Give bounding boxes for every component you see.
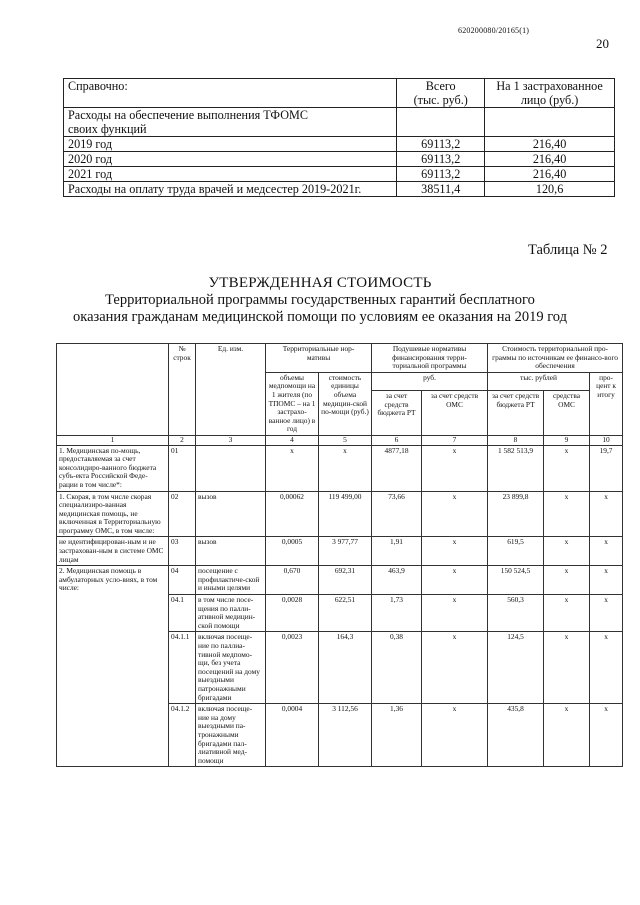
row-total: 38511,4: [397, 182, 485, 197]
volume-header: объемы медпомощи на 1 жителя (по ТПОМС – на 1 застрахо-ванное лицо) в год: [266, 372, 319, 435]
row-percent: 19,7: [590, 445, 623, 491]
per-capita-header: Подушевые нормативы финансирования терри-ториальной программы: [372, 344, 488, 373]
table-row: [57, 566, 623, 595]
unit-cost-header: стоимость единицы объема медицин-ской по-мощи (руб.): [319, 372, 372, 435]
row-unit-cost: 3 977,77: [319, 537, 372, 566]
row-budget-total: 124,5: [488, 632, 544, 704]
row-percent: х: [590, 491, 623, 537]
row-per-insured: 216,40: [485, 167, 615, 182]
reference-per-insured-header: На 1 застрахованное лицо (руб.): [485, 79, 615, 108]
row-number-header: № строк: [169, 344, 196, 436]
column-index: 10: [590, 435, 623, 445]
table-row: [57, 537, 623, 566]
table-caption: Таблица № 2: [528, 242, 608, 258]
column-index: 3: [196, 435, 266, 445]
row-name: 1. Скорая, в том числе скорая специализиро-ванная медицинская помощь, не включенная в Территориальную программу ОМС, в том числе:: [57, 491, 169, 537]
territorial-norms-header: Территориальные нор- мативы: [266, 344, 372, 373]
column-index: 8: [488, 435, 544, 445]
row-budget-per-capita: 73,66: [372, 491, 422, 537]
row-unit: в том числе посе-щения по палли-ативной медицин-ской помощи: [196, 595, 266, 632]
row-label: Расходы на оплату труда врачей и медсестер 2019-2021г.: [64, 182, 397, 197]
row-budget-per-capita: 4877,18: [372, 445, 422, 491]
row-label: 2020 год: [64, 152, 397, 167]
document-code: 620200080/20165(1): [458, 26, 530, 35]
row-number: 01: [169, 445, 196, 491]
row-budget-total: 150 524,5: [488, 566, 544, 595]
column-index: 2: [169, 435, 196, 445]
row-total: 69113,2: [397, 152, 485, 167]
row-label: Расходы на обеспечение выполнения ТФОМС своих функций: [64, 108, 397, 137]
row-budget-per-capita: 1,91: [372, 537, 422, 566]
row-volume: х: [266, 445, 319, 491]
row-total: [397, 108, 485, 137]
row-oms-total: х: [544, 704, 590, 767]
rub-header: руб.: [372, 372, 488, 390]
row-unit-cost: 3 112,56: [319, 704, 372, 767]
row-budget-total: 619,5: [488, 537, 544, 566]
row-budget-total: 560,3: [488, 595, 544, 632]
row-unit-cost: х: [319, 445, 372, 491]
row-percent: х: [590, 632, 623, 704]
row-number: 03: [169, 537, 196, 566]
row-oms-per-capita: х: [422, 632, 488, 704]
row-unit-cost: 119 499,00: [319, 491, 372, 537]
row-budget-total: 435,8: [488, 704, 544, 767]
table-row: [64, 167, 615, 182]
row-unit: вызов: [196, 491, 266, 537]
row-volume: 0,670: [266, 566, 319, 595]
row-oms-total: х: [544, 445, 590, 491]
reference-label-header: Справочно:: [64, 79, 397, 108]
row-oms-per-capita: х: [422, 491, 488, 537]
table-row: [64, 108, 615, 137]
table-row: [57, 491, 623, 537]
row-name: 2. Медицинская помощь в амбулаторных усло-виях, в том числе:: [57, 566, 169, 767]
row-volume: 0,0028: [266, 595, 319, 632]
row-volume: 0,0005: [266, 537, 319, 566]
row-unit-cost: 164,3: [319, 632, 372, 704]
row-oms-total: х: [544, 566, 590, 595]
row-oms-total: х: [544, 491, 590, 537]
column-index-row: [57, 435, 623, 445]
row-name: не идентифицирован-ным и не застрахован-ным в системе ОМС лицам: [57, 537, 169, 566]
row-total: 69113,2: [397, 167, 485, 182]
column-index: 7: [422, 435, 488, 445]
program-cost-header: Стоимость территориальной про-граммы по источникам ее финансо-вого обеспечения: [488, 344, 623, 373]
row-unit: вызов: [196, 537, 266, 566]
cost-table: [56, 343, 623, 767]
row-name: 1. Медицинская по-мощь, предоставляемая за счет консолидиро-ванного бюджета субъ-екта Российской Феде-рации в том числе*:: [57, 445, 169, 491]
table-row: [57, 445, 623, 491]
column-index: 1: [57, 435, 169, 445]
row-number: 04.1.1: [169, 632, 196, 704]
page-number: 20: [596, 36, 609, 51]
row-budget-total: 1 582 513,9: [488, 445, 544, 491]
column-index: 4: [266, 435, 319, 445]
row-number: 02: [169, 491, 196, 537]
row-percent: х: [590, 537, 623, 566]
row-number: 04.1.2: [169, 704, 196, 767]
row-number: 04.1: [169, 595, 196, 632]
table-row: [64, 137, 615, 152]
column-index: 9: [544, 435, 590, 445]
row-number: 04: [169, 566, 196, 595]
row-label: 2021 год: [64, 167, 397, 182]
row-budget-per-capita: 463,9: [372, 566, 422, 595]
unit-header: Ед. изм.: [196, 344, 266, 436]
row-percent: х: [590, 595, 623, 632]
reference-header-row: [64, 79, 615, 108]
row-budget-total: 23 899,8: [488, 491, 544, 537]
row-volume: 0,00062: [266, 491, 319, 537]
table-row: [64, 182, 615, 197]
row-unit-cost: 622,51: [319, 595, 372, 632]
row-volume: 0,0023: [266, 632, 319, 704]
page-subtitle-line-1: Территориальной программы государственных гарантий бесплатного: [105, 292, 535, 308]
row-oms-per-capita: х: [422, 566, 488, 595]
oms-cost-header: средства ОМС: [544, 390, 590, 435]
row-unit-cost: 692,31: [319, 566, 372, 595]
row-total: 69113,2: [397, 137, 485, 152]
column-index: 6: [372, 435, 422, 445]
row-budget-per-capita: 1,73: [372, 595, 422, 632]
row-percent: х: [590, 704, 623, 767]
row-volume: 0,0004: [266, 704, 319, 767]
row-per-insured: [485, 108, 615, 137]
oms-per-capita-header: за счет средств ОМС: [422, 390, 488, 435]
row-unit: включая посеще-ние по паллиа-тивной медпомо-щи, без учета посещений на дому выездными патронажными бригадами: [196, 632, 266, 704]
column-index: 5: [319, 435, 372, 445]
reference-total-header: Всего (тыс. руб.): [397, 79, 485, 108]
budget-cost-header: за счет средств бюджета РТ: [488, 390, 544, 435]
thousand-rub-header: тыс. рублей: [488, 372, 590, 390]
percent-header: про-цент к итогу: [590, 372, 623, 435]
row-oms-per-capita: х: [422, 537, 488, 566]
name-header: [57, 344, 169, 436]
row-oms-total: х: [544, 632, 590, 704]
row-budget-per-capita: 1,36: [372, 704, 422, 767]
row-oms-per-capita: х: [422, 445, 488, 491]
page-subtitle-line-2: оказания гражданам медицинской помощи по условиям ее оказания на 2019 год: [73, 309, 567, 325]
row-unit: посещение с профилактиче-ской и иными целями: [196, 566, 266, 595]
budget-per-capita-header: за счет средств бюджета РТ: [372, 390, 422, 435]
row-budget-per-capita: 0,38: [372, 632, 422, 704]
row-oms-total: х: [544, 595, 590, 632]
table-row: [64, 152, 615, 167]
row-per-insured: 120,6: [485, 182, 615, 197]
row-oms-per-capita: х: [422, 704, 488, 767]
row-oms-total: х: [544, 537, 590, 566]
header-row-1: [57, 344, 623, 373]
reference-table: [63, 78, 615, 197]
row-per-insured: 216,40: [485, 152, 615, 167]
row-label: 2019 год: [64, 137, 397, 152]
page-title: УТВЕРЖДЕННАЯ СТОИМОСТЬ: [208, 275, 432, 291]
row-unit: [196, 445, 266, 491]
row-percent: х: [590, 566, 623, 595]
row-oms-per-capita: х: [422, 595, 488, 632]
row-unit: включая посеще-ние на дому выездными па-тронажными бригадами пал-лиативной мед-помощи: [196, 704, 266, 767]
row-per-insured: 216,40: [485, 137, 615, 152]
